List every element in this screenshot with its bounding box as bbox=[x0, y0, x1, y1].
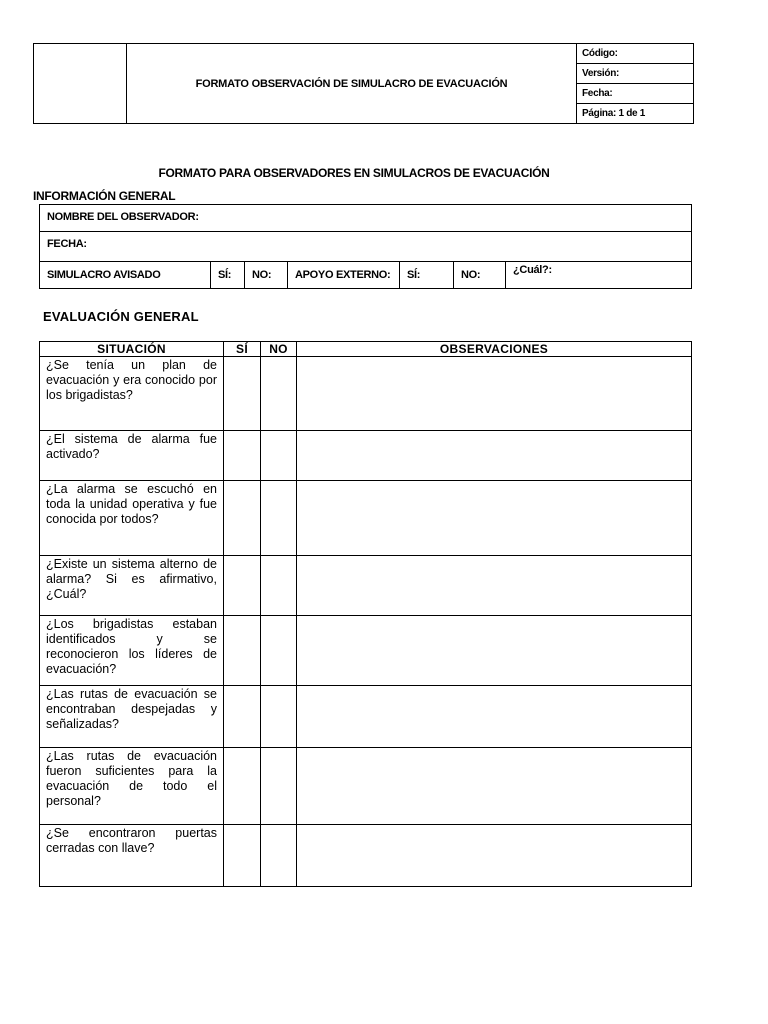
table-row bbox=[40, 686, 692, 748]
table-row bbox=[40, 481, 692, 556]
logo-cell bbox=[34, 44, 127, 124]
table-row bbox=[40, 556, 692, 616]
simulacro-avisado-label: SIMULACRO AVISADO bbox=[40, 261, 211, 288]
question-cell: ¿Existe un sistema alterno de alarma? Si es afirmativo, ¿Cuál? bbox=[40, 556, 224, 616]
observations-cell[interactable] bbox=[297, 686, 692, 748]
si-cell[interactable] bbox=[224, 556, 261, 616]
si-cell[interactable] bbox=[224, 431, 261, 481]
no-cell[interactable] bbox=[261, 686, 297, 748]
table-header-row bbox=[40, 342, 692, 357]
version-field: Versión: bbox=[577, 64, 694, 84]
question-cell: ¿Los brigadistas estaban identificados y se reconocieron los líderes de evacuación? bbox=[40, 616, 224, 686]
question-cell: ¿Se tenía un plan de evacuación y era conocido por los brigadistas? bbox=[40, 357, 224, 431]
no-cell[interactable] bbox=[261, 431, 297, 481]
evaluation-heading: EVALUACIÓN GENERAL bbox=[43, 309, 199, 324]
si-cell[interactable] bbox=[224, 748, 261, 825]
question-cell: ¿Las rutas de evacuación se encontraban despejadas y señalizadas? bbox=[40, 686, 224, 748]
no-cell[interactable] bbox=[261, 825, 297, 887]
cual-field[interactable]: ¿Cuál?: bbox=[506, 261, 692, 288]
simulacro-no-field[interactable]: NO: bbox=[245, 261, 288, 288]
observations-cell[interactable] bbox=[297, 825, 692, 887]
column-header-situacion: SITUACIÓN bbox=[40, 342, 224, 357]
question-cell: ¿El sistema de alarma fue activado? bbox=[40, 431, 224, 481]
no-cell[interactable] bbox=[261, 481, 297, 556]
observations-cell[interactable] bbox=[297, 556, 692, 616]
observations-cell[interactable] bbox=[297, 357, 692, 431]
no-cell[interactable] bbox=[261, 357, 297, 431]
observations-cell[interactable] bbox=[297, 616, 692, 686]
apoyo-no-field[interactable]: NO: bbox=[454, 261, 506, 288]
document-header bbox=[33, 43, 694, 124]
codigo-field: Código: bbox=[577, 44, 694, 64]
info-table bbox=[39, 204, 692, 289]
info-heading: INFORMACIÓN GENERAL bbox=[33, 189, 176, 203]
page-title: FORMATO PARA OBSERVADORES EN SIMULACROS DE EVACUACIÓN bbox=[158, 166, 550, 180]
document-title: FORMATO OBSERVACIÓN DE SIMULACRO DE EVACUACIÓN bbox=[127, 44, 577, 124]
si-cell[interactable] bbox=[224, 481, 261, 556]
date-field[interactable]: FECHA: bbox=[40, 232, 692, 261]
table-row bbox=[40, 616, 692, 686]
apoyo-externo-label: APOYO EXTERNO: bbox=[288, 261, 400, 288]
evaluation-table bbox=[39, 341, 692, 887]
question-cell: ¿La alarma se escuchó en toda la unidad operativa y fue conocida por todos? bbox=[40, 481, 224, 556]
observer-name-field[interactable]: NOMBRE DEL OBSERVADOR: bbox=[40, 205, 692, 232]
question-cell: ¿Las rutas de evacuación fueron suficientes para la evacuación de todo el personal? bbox=[40, 748, 224, 825]
observations-cell[interactable] bbox=[297, 431, 692, 481]
no-cell[interactable] bbox=[261, 556, 297, 616]
no-cell[interactable] bbox=[261, 748, 297, 825]
fecha-field: Fecha: bbox=[577, 84, 694, 104]
column-header-si: SÍ bbox=[224, 342, 261, 357]
table-row bbox=[40, 357, 692, 431]
si-cell[interactable] bbox=[224, 357, 261, 431]
si-cell[interactable] bbox=[224, 616, 261, 686]
apoyo-si-field[interactable]: SÍ: bbox=[400, 261, 454, 288]
column-header-no: NO bbox=[261, 342, 297, 357]
column-header-observaciones: OBSERVACIONES bbox=[297, 342, 692, 357]
table-row bbox=[40, 431, 692, 481]
observations-cell[interactable] bbox=[297, 748, 692, 825]
observations-cell[interactable] bbox=[297, 481, 692, 556]
si-cell[interactable] bbox=[224, 825, 261, 887]
table-row bbox=[40, 748, 692, 825]
simulacro-si-field[interactable]: SÍ: bbox=[211, 261, 245, 288]
table-row bbox=[40, 825, 692, 887]
si-cell[interactable] bbox=[224, 686, 261, 748]
no-cell[interactable] bbox=[261, 616, 297, 686]
pagina-field: Página: 1 de 1 bbox=[577, 104, 694, 124]
question-cell: ¿Se encontraron puertas cerradas con llave? bbox=[40, 825, 224, 887]
